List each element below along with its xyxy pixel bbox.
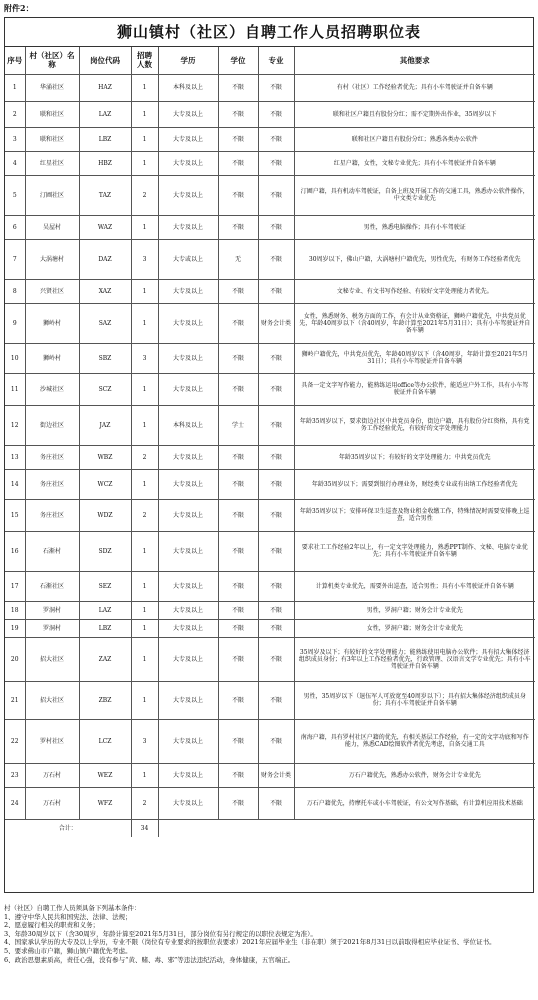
cell-other-requirements: 30周岁以下，佛山户籍，大涡塘村户籍优先，男性优先，有财务工作经验者优先	[294, 239, 535, 279]
header-other-requirements: 其他要求	[294, 47, 535, 74]
cell-major: 不限	[258, 175, 294, 215]
cell-other-requirements: 年龄35周岁以下；需要到银行办理业务，财经类专业或有出纳工作经验者优先	[294, 469, 535, 499]
cell-headcount: 1	[131, 151, 158, 175]
cell-headcount: 1	[131, 101, 158, 127]
cell-major: 不限	[258, 405, 294, 445]
cell-headcount: 2	[131, 445, 158, 469]
table-row	[5, 175, 535, 215]
cell-village: 联和社区	[25, 127, 79, 151]
cell-index: 22	[5, 719, 25, 763]
cell-degree: 不限	[218, 215, 258, 239]
cell-village: 务庄社区	[25, 445, 79, 469]
note-line: 1、遵守中华人民共和国宪法、法律、法规；	[4, 912, 132, 921]
cell-education: 大专及以上	[158, 215, 218, 239]
cell-degree: 不限	[218, 175, 258, 215]
cell-other-requirements: 计算机类专业优先，需要外出巡查，适合男性；具有小车驾驶证并自备车辆	[294, 571, 535, 601]
cell-post-code: ZBZ	[79, 681, 131, 719]
cell-village: 务庄社区	[25, 499, 79, 531]
cell-major: 不限	[258, 571, 294, 601]
cell-major: 不限	[258, 681, 294, 719]
cell-headcount: 1	[131, 681, 158, 719]
cell-degree: 不限	[218, 571, 258, 601]
cell-post-code: WFZ	[79, 787, 131, 819]
cell-index: 4	[5, 151, 25, 175]
cell-village: 罗洞村	[25, 619, 79, 637]
cell-post-code: WCZ	[79, 469, 131, 499]
cell-degree: 不限	[218, 373, 258, 405]
total-blank	[158, 819, 535, 837]
cell-index: 3	[5, 127, 25, 151]
cell-major: 不限	[258, 74, 294, 101]
cell-other-requirements: 有村（社区）工作经验者优先；具有小车驾驶证并自备车辆	[294, 74, 535, 101]
table-row	[5, 469, 535, 499]
cell-education: 大专及以上	[158, 637, 218, 681]
cell-degree: 不限	[218, 343, 258, 373]
cell-education: 大专及以上	[158, 343, 218, 373]
cell-education: 大专及以上	[158, 787, 218, 819]
cell-headcount: 1	[131, 373, 158, 405]
cell-degree: 不限	[218, 637, 258, 681]
cell-village: 汀圃社区	[25, 175, 79, 215]
cell-village: 兴贤社区	[25, 279, 79, 303]
cell-index: 7	[5, 239, 25, 279]
cell-education: 大专及以上	[158, 499, 218, 531]
table-row	[5, 151, 535, 175]
cell-degree: 不限	[218, 719, 258, 763]
cell-degree: 学士	[218, 405, 258, 445]
cell-degree: 不限	[218, 619, 258, 637]
total-label: 合计：	[5, 819, 131, 837]
cell-education: 大专及以上	[158, 681, 218, 719]
table-row	[5, 571, 535, 601]
table-row	[5, 719, 535, 763]
cell-major: 不限	[258, 151, 294, 175]
cell-index: 2	[5, 101, 25, 127]
cell-major: 不限	[258, 343, 294, 373]
cell-post-code: WEZ	[79, 763, 131, 787]
cell-education: 大专及以上	[158, 445, 218, 469]
cell-education: 大专及以上	[158, 151, 218, 175]
cell-headcount: 1	[131, 619, 158, 637]
cell-headcount: 1	[131, 601, 158, 619]
note-line: 5、要求佛山市户籍，狮山镇户籍优先考虑。	[4, 946, 132, 955]
cell-headcount: 2	[131, 787, 158, 819]
table-row	[5, 239, 535, 279]
cell-village: 大涡塘村	[25, 239, 79, 279]
cell-major: 不限	[258, 101, 294, 127]
cell-headcount: 3	[131, 719, 158, 763]
cell-degree: 不限	[218, 469, 258, 499]
note-line: 村（社区）自聘工作人员须具备下列基本条件：	[4, 904, 141, 912]
cell-education: 大专及以上	[158, 373, 218, 405]
cell-education: 大专或以上	[158, 239, 218, 279]
cell-post-code: SBZ	[79, 343, 131, 373]
cell-other-requirements: 年龄35周岁以下；安排环保卫生巡查及物业租金收缴工作，特殊情况时需要安排晚上巡查，适合男性	[294, 499, 535, 531]
note-line: 2、愿意履行相关的职责和义务；	[4, 921, 100, 930]
cell-education: 大专及以上	[158, 571, 218, 601]
table-row	[5, 619, 535, 637]
cell-other-requirements: 男性，35周岁以下（退伍军人可放宽至40周岁以下）；具有招大集体经济组织成员身份；具有小车驾驶证并自备车辆	[294, 681, 535, 719]
table-title: 狮山镇村（社区）自聘工作人员招聘职位表	[5, 18, 533, 47]
cell-post-code: LCZ	[79, 719, 131, 763]
cell-index: 11	[5, 373, 25, 405]
cell-major: 不限	[258, 531, 294, 571]
cell-post-code: TAZ	[79, 175, 131, 215]
cell-headcount: 1	[131, 763, 158, 787]
cell-village: 石渐社区	[25, 571, 79, 601]
cell-headcount: 1	[131, 571, 158, 601]
cell-headcount: 3	[131, 343, 158, 373]
cell-other-requirements: 联和社区户籍且有股份分红；熟悉各类办公软件	[294, 127, 535, 151]
cell-major: 不限	[258, 215, 294, 239]
cell-post-code: LBZ	[79, 619, 131, 637]
header-index: 序号	[5, 47, 25, 74]
cell-post-code: LAZ	[79, 101, 131, 127]
cell-index: 24	[5, 787, 25, 819]
table-row	[5, 787, 535, 819]
cell-degree: 不限	[218, 681, 258, 719]
cell-education: 大专及以上	[158, 619, 218, 637]
cell-other-requirements: 年龄35周岁以下，要求街边社区中共党员身份，街边户籍，具有股份分红资格，具有党务工作经验优先，有较好的文字处理能力	[294, 405, 535, 445]
cell-major: 不限	[258, 127, 294, 151]
cell-headcount: 1	[131, 531, 158, 571]
note-line: 3、年龄30周岁以下（含30周岁，年龄计算至2021年5月31日，部分岗位有另行规定的以职位表规定为准）。	[4, 929, 317, 938]
cell-other-requirements: 汀圃户籍，具有机动车驾驶证，自备上班及开展工作的交通工具，熟悉办公软件操作，中文类专业优先	[294, 175, 535, 215]
cell-other-requirements: 女性，罗洞户籍；财务会计专业优先	[294, 619, 535, 637]
cell-index: 20	[5, 637, 25, 681]
cell-education: 大专及以上	[158, 279, 218, 303]
cell-village: 华涌社区	[25, 74, 79, 101]
cell-post-code: LAZ	[79, 601, 131, 619]
cell-post-code: LBZ	[79, 127, 131, 151]
recruitment-table	[5, 47, 535, 837]
cell-index: 23	[5, 763, 25, 787]
cell-village: 街边社区	[25, 405, 79, 445]
cell-degree: 不限	[218, 74, 258, 101]
annex-label: 附件2：	[4, 3, 34, 13]
cell-index: 21	[5, 681, 25, 719]
header-headcount: 招聘人数	[131, 47, 158, 74]
cell-other-requirements: 万石户籍优先，持摩托车或小车驾驶证，有公文写作基础，有计算机应用技术基础	[294, 787, 535, 819]
cell-education: 大专及以上	[158, 303, 218, 343]
cell-headcount: 1	[131, 74, 158, 101]
cell-index: 19	[5, 619, 25, 637]
cell-headcount: 1	[131, 279, 158, 303]
cell-headcount: 2	[131, 499, 158, 531]
cell-post-code: SEZ	[79, 571, 131, 601]
cell-degree: 不限	[218, 303, 258, 343]
cell-degree: 无	[218, 239, 258, 279]
table-row	[5, 101, 535, 127]
cell-education: 大专及以上	[158, 101, 218, 127]
cell-index: 13	[5, 445, 25, 469]
table-row	[5, 681, 535, 719]
cell-post-code: ZAZ	[79, 637, 131, 681]
cell-other-requirements: 男性，熟悉电脑操作；具有小车驾驶证	[294, 215, 535, 239]
cell-degree: 不限	[218, 499, 258, 531]
cell-index: 8	[5, 279, 25, 303]
cell-major: 不限	[258, 787, 294, 819]
cell-major: 不限	[258, 373, 294, 405]
header-major: 专业	[258, 47, 294, 74]
cell-education: 本科及以上	[158, 405, 218, 445]
cell-degree: 不限	[218, 445, 258, 469]
cell-index: 6	[5, 215, 25, 239]
cell-degree: 不限	[218, 127, 258, 151]
table-row	[5, 74, 535, 101]
note-line: 6、政治思想素质高，责任心强，没有参与“黄、赌、毒、邪”等违法违纪活动，身体健康，五官端正。	[4, 955, 295, 964]
cell-other-requirements: 联和社区户籍且有股份分红；需不定期外出作业，35周岁以下	[294, 101, 535, 127]
cell-degree: 不限	[218, 279, 258, 303]
cell-village: 万石村	[25, 763, 79, 787]
eligibility-notes	[4, 904, 534, 964]
cell-headcount: 2	[131, 175, 158, 215]
cell-index: 5	[5, 175, 25, 215]
cell-post-code: JAZ	[79, 405, 131, 445]
cell-village: 沙城社区	[25, 373, 79, 405]
cell-education: 大专及以上	[158, 469, 218, 499]
cell-major: 财务会计类	[258, 763, 294, 787]
cell-village: 吴屋村	[25, 215, 79, 239]
cell-post-code: HBZ	[79, 151, 131, 175]
cell-education: 大专及以上	[158, 601, 218, 619]
cell-other-requirements: 男性，罗洞户籍；财务会计专业优先	[294, 601, 535, 619]
cell-other-requirements: 万石户籍优先，熟悉办公软件，财务会计专业优先	[294, 763, 535, 787]
cell-post-code: SDZ	[79, 531, 131, 571]
cell-education: 大专及以上	[158, 531, 218, 571]
cell-other-requirements: 女性，熟悉财务、税务方面的工作，有会计从业资格证，狮岭户籍优先，中共党员优先，年龄40周岁以下（含40周岁，年龄计算至2021年5月31日）；具有小车驾驶证并自备车辆	[294, 303, 535, 343]
cell-post-code: XAZ	[79, 279, 131, 303]
table-row	[5, 279, 535, 303]
cell-post-code: SAZ	[79, 303, 131, 343]
cell-headcount: 3	[131, 239, 158, 279]
cell-index: 1	[5, 74, 25, 101]
header-degree: 学位	[218, 47, 258, 74]
cell-other-requirements: 狮岭户籍优先，中共党员优先，年龄40周岁以下（含40周岁，年龄计算至2021年5月31日）；具有小车驾驶证并自备车辆	[294, 343, 535, 373]
cell-education: 大专及以上	[158, 763, 218, 787]
cell-index: 16	[5, 531, 25, 571]
cell-village: 务庄社区	[25, 469, 79, 499]
cell-village: 红星社区	[25, 151, 79, 175]
cell-major: 不限	[258, 719, 294, 763]
cell-index: 18	[5, 601, 25, 619]
cell-degree: 不限	[218, 151, 258, 175]
cell-village: 万石村	[25, 787, 79, 819]
header-post-code: 岗位代码	[79, 47, 131, 74]
cell-degree: 不限	[218, 531, 258, 571]
cell-major: 不限	[258, 619, 294, 637]
header-education: 学历	[158, 47, 218, 74]
cell-degree: 不限	[218, 601, 258, 619]
cell-village: 狮岭村	[25, 303, 79, 343]
table-row	[5, 215, 535, 239]
cell-major: 不限	[258, 239, 294, 279]
cell-other-requirements: 红星户籍，女性，文秘专业优先；具有小车驾驶证并自备车辆	[294, 151, 535, 175]
cell-headcount: 1	[131, 637, 158, 681]
cell-degree: 不限	[218, 763, 258, 787]
cell-other-requirements: 具备一定文字写作能力，能熟练运用office等办公软件，能适应户外工作，具有小车驾驶证并自备车辆	[294, 373, 535, 405]
table-row	[5, 343, 535, 373]
cell-major: 不限	[258, 445, 294, 469]
cell-headcount: 1	[131, 215, 158, 239]
cell-major: 不限	[258, 279, 294, 303]
table-row	[5, 601, 535, 619]
cell-headcount: 1	[131, 405, 158, 445]
cell-other-requirements: 文秘专业、有文书写作经验、有较好文字处理能力者优先。	[294, 279, 535, 303]
table-row	[5, 405, 535, 445]
cell-post-code: WBZ	[79, 445, 131, 469]
cell-major: 不限	[258, 637, 294, 681]
cell-headcount: 1	[131, 469, 158, 499]
cell-village: 狮岭村	[25, 343, 79, 373]
cell-index: 14	[5, 469, 25, 499]
cell-headcount: 1	[131, 127, 158, 151]
cell-village: 招大社区	[25, 681, 79, 719]
table-row	[5, 637, 535, 681]
cell-village: 罗村社区	[25, 719, 79, 763]
cell-major: 财务会计类	[258, 303, 294, 343]
table-row	[5, 445, 535, 469]
cell-other-requirements: 年龄35周岁以下；有较好的文字处理能力；中共党员优先	[294, 445, 535, 469]
cell-education: 大专及以上	[158, 127, 218, 151]
cell-other-requirements: 南海户籍，具有罗村社区户籍的优先，有相关基层工作经验，有一定的文字功底和写作能力，熟悉CAD绘图软件者优先考虑，自备交通工具	[294, 719, 535, 763]
cell-post-code: WDZ	[79, 499, 131, 531]
total-value: 34	[131, 819, 158, 837]
cell-village: 罗洞村	[25, 601, 79, 619]
recruitment-table-sheet	[4, 17, 534, 893]
cell-index: 9	[5, 303, 25, 343]
table-row	[5, 763, 535, 787]
cell-headcount: 1	[131, 303, 158, 343]
cell-major: 不限	[258, 469, 294, 499]
cell-post-code: SCZ	[79, 373, 131, 405]
cell-index: 15	[5, 499, 25, 531]
table-row	[5, 373, 535, 405]
cell-index: 10	[5, 343, 25, 373]
cell-village: 石渐村	[25, 531, 79, 571]
cell-degree: 不限	[218, 787, 258, 819]
cell-major: 不限	[258, 601, 294, 619]
cell-post-code: DAZ	[79, 239, 131, 279]
header-village: 村（社区）名称	[25, 47, 79, 74]
table-row	[5, 531, 535, 571]
table-row	[5, 499, 535, 531]
table-row	[5, 303, 535, 343]
cell-education: 大专及以上	[158, 175, 218, 215]
note-line: 4、国家承认学历的大专及以上学历，专业不限（岗位有专业要求的按职位表要求）2021年应届毕业生（非在职）须于2021年8月31日以前取得相应毕业证书、学位证书。	[4, 938, 496, 947]
cell-degree: 不限	[218, 101, 258, 127]
cell-other-requirements: 要求社工工作经验2年以上，有一定文字处理能力，熟悉PPT制作、文秘、电脑专业优先；具有小车驾驶证并自备车辆	[294, 531, 535, 571]
table-row	[5, 127, 535, 151]
cell-post-code: HAZ	[79, 74, 131, 101]
header-row	[5, 47, 535, 74]
cell-major: 不限	[258, 499, 294, 531]
cell-index: 12	[5, 405, 25, 445]
cell-index: 17	[5, 571, 25, 601]
cell-village: 招大社区	[25, 637, 79, 681]
cell-village: 联和社区	[25, 101, 79, 127]
cell-education: 大专及以上	[158, 719, 218, 763]
cell-education: 本科及以上	[158, 74, 218, 101]
cell-other-requirements: 35周岁及以下；有较好的文字处理能力；能熟练使用电脑办公软件；具有招大集体经济组织成员身份；有3年以上工作经验者优先，行政管理、汉语言文学专业优先；具有小车驾驶证并自备车辆	[294, 637, 535, 681]
cell-post-code: WAZ	[79, 215, 131, 239]
total-row	[5, 819, 535, 837]
